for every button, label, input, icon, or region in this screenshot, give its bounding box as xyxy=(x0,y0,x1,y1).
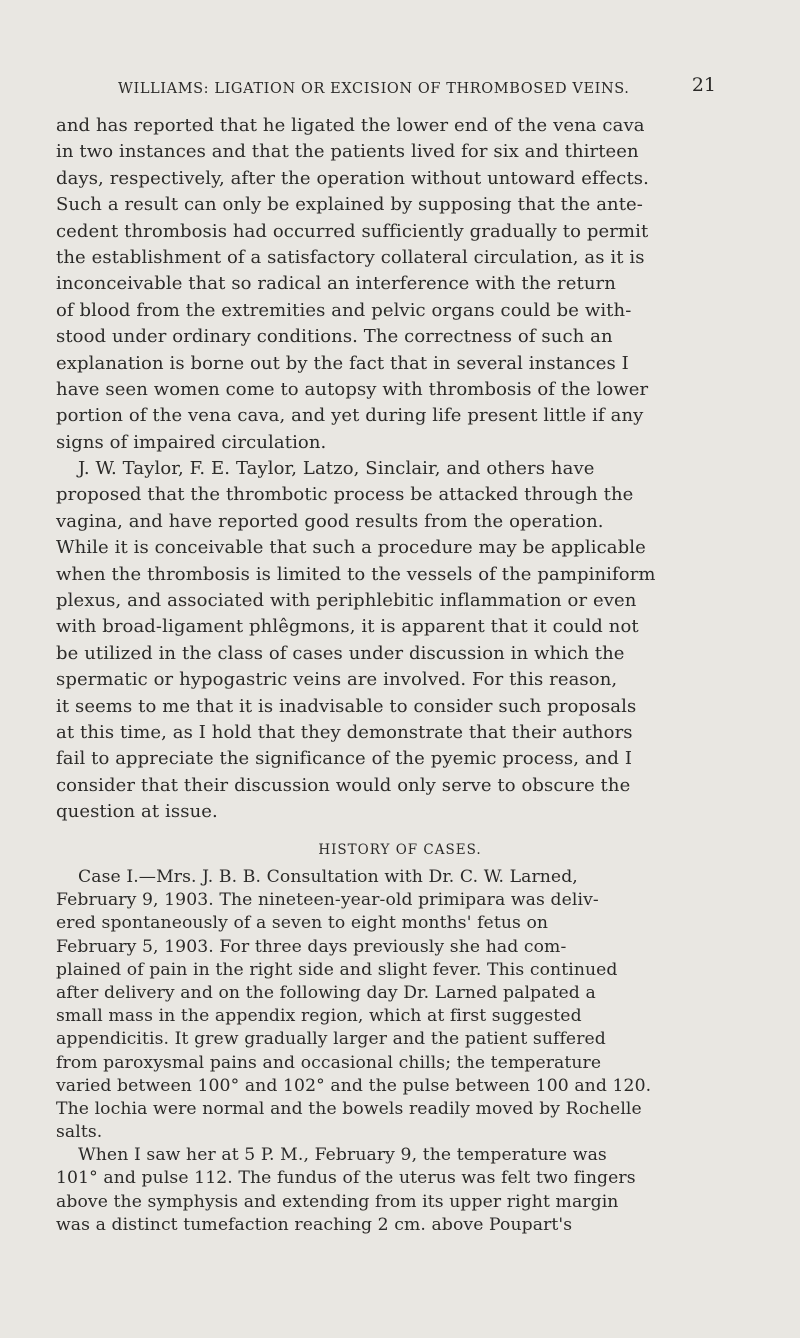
text-line: portion of the vena cava, and yet during life present little if any xyxy=(56,405,644,427)
text-line: appendicitis. It grew gradually larger and the patient suffered xyxy=(56,1029,606,1050)
text-line: of blood from the extremities and pelvic organs could be with- xyxy=(56,299,632,321)
text-line: inconceivable that so radical an interference with the return xyxy=(56,273,616,295)
text-line: The lochia were normal and the bowels readily moved by Rochelle xyxy=(56,1098,642,1119)
text-line: February 5, 1903. For three days previously she had com- xyxy=(56,936,567,957)
body-text-top xyxy=(56,113,716,826)
text-line: was a distinct tumefaction reaching 2 cm. above Poupart's xyxy=(56,1214,573,1235)
text-line: vagina, and have reported good results from the operation. xyxy=(56,510,604,532)
text-line: from paroxysmal pains and occasional chills; the temperature xyxy=(56,1052,602,1073)
text-line: cedent thrombosis had occurred sufficiently gradually to permit xyxy=(56,220,649,242)
text-line: ered spontaneously of a seven to eight months' fetus on xyxy=(56,913,549,934)
text-line: plained of pain in the right side and slight fever. This continued xyxy=(56,959,618,980)
text-line: proposed that the thrombotic process be attacked through the xyxy=(56,484,634,506)
text-line: after delivery and on the following day Dr. Larned palpated a xyxy=(56,982,596,1003)
text-line: in two instances and that the patients lived for six and thirteen xyxy=(56,141,639,163)
text-line: While it is conceivable that such a procedure may be applicable xyxy=(56,537,646,559)
text-line: varied between 100° and 102° and the pulse between 100 and 120. xyxy=(56,1075,652,1096)
text-line: the establishment of a satisfactory collateral circulation, as it is xyxy=(56,246,645,268)
text-line: it seems to me that it is inadvisable to consider such proposals xyxy=(56,695,637,717)
text-line: small mass in the appendix region, which at first suggested xyxy=(56,1006,582,1027)
text-line: February 9, 1903. The nineteen-year-old primipara was deliv- xyxy=(56,890,599,911)
running-head xyxy=(118,74,716,99)
text-line: 101° and pulse 112. The fundus of the uterus was felt two fingers xyxy=(56,1168,636,1189)
running-head-title: WILLIAMS: LIGATION OR EXCISION OF THROMBOSED VEINS. xyxy=(118,81,630,97)
text-line: spermatic or hypogastric veins are involved. For this reason, xyxy=(56,669,618,691)
text-line: Case I.—Mrs. J. B. B. Consultation with Dr. C. W. Larned, xyxy=(78,867,578,887)
text-line: plexus, and associated with periphlebitic inflammation or even xyxy=(56,590,637,612)
text-line: days, respectively, after the operation without untoward effects. xyxy=(56,167,649,189)
text-line: When I saw her at 5 P. M., February 9, the temperature was xyxy=(78,1145,607,1166)
text-line: above the symphysis and extending from its upper right margin xyxy=(56,1191,619,1212)
text-line: question at issue. xyxy=(56,801,218,823)
text-line: fail to appreciate the significance of the pyemic process, and I xyxy=(56,748,633,770)
text-line: J. W. Taylor, F. E. Taylor, Latzo, Sinclair, and others have xyxy=(78,458,595,480)
text-line: at this time, as I hold that they demonstrate that their authors xyxy=(56,721,633,743)
text-line: Such a result can only be explained by supposing that the ante- xyxy=(56,194,643,216)
text-line: be utilized in the class of cases under discussion in which the xyxy=(56,642,625,664)
text-line: when the thrombosis is limited to the vessels of the pampiniform xyxy=(56,563,656,585)
text-line: signs of impaired circulation. xyxy=(56,431,327,453)
text-line: and has reported that he ligated the lower end of the vena cava xyxy=(56,115,645,136)
text-line: stood under ordinary conditions. The correctness of such an xyxy=(56,326,613,348)
section-heading: HISTORY OF CASES. xyxy=(318,842,482,858)
text-line: explanation is borne out by the fact that in several instances I xyxy=(56,352,629,374)
text-line: salts. xyxy=(56,1122,103,1143)
text-line: have seen women come to autopsy with thrombosis of the lower xyxy=(56,378,649,400)
body-text-cases xyxy=(56,866,716,1237)
text-line: consider that their discussion would only serve to obscure the xyxy=(56,774,631,796)
text-line: with broad-ligament phlêgmons, it is apparent that it could not xyxy=(56,616,639,638)
page-number: 21 xyxy=(691,74,716,96)
